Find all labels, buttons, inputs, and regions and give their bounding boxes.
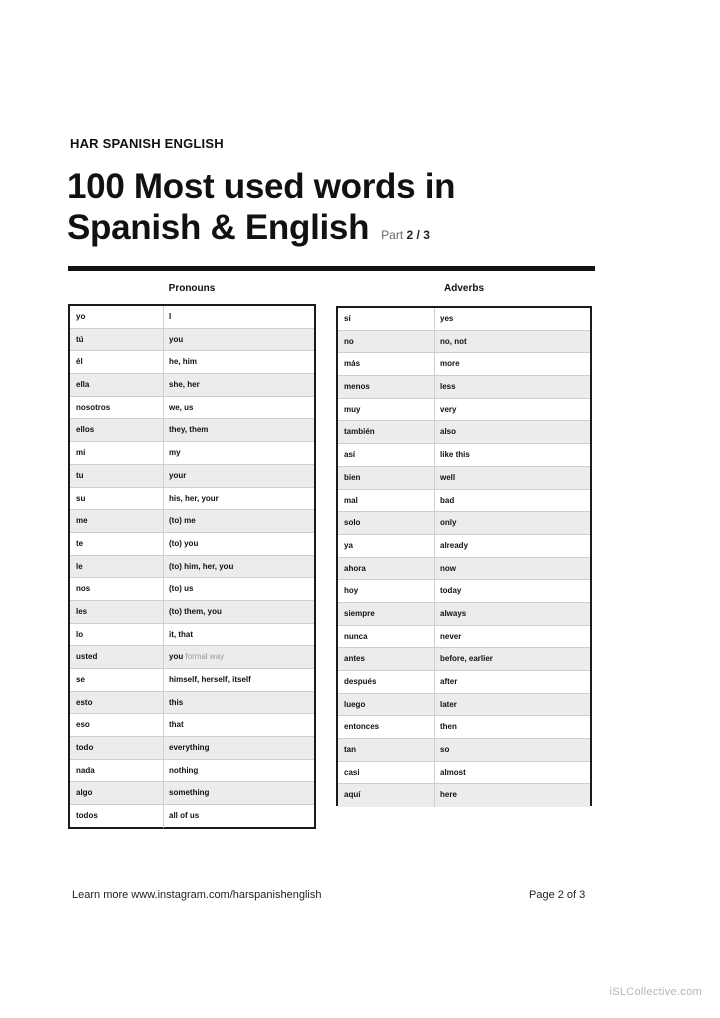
english-word (164, 760, 198, 782)
english-word-text: (to) him, her, you (169, 561, 234, 571)
spanish-word: lo (70, 624, 164, 646)
english-word (435, 512, 456, 534)
english-word (164, 737, 209, 759)
table-row (70, 306, 314, 329)
english-word-text: yes (440, 314, 454, 323)
english-word (435, 353, 460, 375)
english-word-text: my (169, 448, 181, 458)
english-word-text: it, that (169, 629, 193, 639)
spanish-word: me (70, 510, 164, 532)
spanish-word: menos (338, 376, 435, 398)
spanish-word: eso (70, 714, 164, 736)
table-row (70, 488, 314, 511)
english-word-text: before, earlier (440, 654, 493, 664)
brand-logo (70, 136, 224, 151)
english-word-text: that (169, 720, 184, 730)
table-row (70, 374, 314, 397)
table-row (338, 353, 590, 376)
english-word (164, 397, 193, 419)
table-row (70, 397, 314, 420)
english-word-text: only (440, 518, 457, 528)
spanish-word: yo (70, 306, 164, 328)
english-word-text: (to) me (169, 516, 196, 526)
english-word-text: he, him (169, 357, 198, 367)
spanish-word: entonces (338, 716, 435, 738)
english-word-text: himself, herself, itself (169, 675, 251, 684)
english-word (435, 648, 493, 670)
spanish-word: tu (70, 465, 164, 487)
spanish-word: tú (70, 329, 164, 351)
table-row (338, 399, 590, 422)
spanish-word: algo (70, 782, 164, 804)
table-row (338, 648, 590, 671)
english-word-text: I (169, 312, 172, 321)
english-word (164, 624, 193, 646)
english-word (164, 306, 171, 328)
english-word (164, 714, 184, 736)
english-word (164, 419, 208, 441)
spanish-word: siempre (338, 603, 435, 625)
english-word (164, 442, 181, 464)
english-word (164, 805, 199, 828)
table-row (338, 376, 590, 399)
spanish-word: él (70, 351, 164, 373)
table-row (338, 490, 590, 513)
table-row (338, 308, 590, 331)
english-word (435, 580, 461, 602)
table-row (338, 671, 590, 694)
spanish-word: mal (338, 490, 435, 512)
english-word-text: less (440, 382, 456, 392)
english-word (435, 603, 466, 625)
english-word (435, 694, 457, 716)
table-row (70, 329, 314, 352)
page-title (67, 166, 627, 256)
english-word-text: after (440, 677, 458, 686)
english-word (435, 490, 454, 512)
spanish-word: solo (338, 512, 435, 534)
spanish-word: todos (70, 805, 164, 828)
table-row (338, 580, 590, 603)
english-word-text: later (440, 699, 457, 709)
english-word-text: bad (440, 495, 455, 505)
brand-name: SPANISH ENGLISH (102, 136, 224, 151)
title-divider (68, 266, 595, 271)
spanish-word: ellos (70, 419, 164, 441)
english-word-text: we, us (169, 402, 194, 412)
english-word-text: then (440, 722, 457, 732)
spanish-word: nosotros (70, 397, 164, 419)
spanish-word: no (338, 331, 435, 353)
english-word-text: everything (169, 743, 210, 753)
table-row (70, 714, 314, 737)
adverbs-heading: Adverbs (443, 283, 484, 294)
table-row (338, 421, 590, 444)
english-word (164, 578, 193, 600)
english-word (435, 535, 468, 557)
english-word-text: more (440, 359, 460, 369)
title-line-2-text: Spanish & English (67, 208, 370, 247)
spanish-word: después (338, 671, 435, 693)
spanish-word: tan (338, 739, 435, 761)
spanish-word: aquí (338, 784, 435, 807)
spanish-word: ahora (338, 558, 435, 580)
english-word-text: (to) them, you (169, 606, 222, 616)
spanish-word: todo (70, 737, 164, 759)
english-word-text: well (440, 472, 456, 482)
spanish-word: también (338, 421, 435, 443)
adverbs-table (336, 306, 592, 806)
table-row (338, 467, 590, 490)
english-word (435, 399, 456, 421)
table-row (70, 624, 314, 647)
english-word (164, 669, 251, 691)
english-word-text: like this (440, 450, 470, 460)
footer-page-number: Page 2 of 3 (529, 889, 586, 901)
part-indicator (381, 228, 430, 242)
table-row (338, 535, 590, 558)
english-word (435, 376, 456, 398)
english-word (164, 329, 183, 351)
english-word (435, 331, 467, 353)
table-row (338, 694, 590, 717)
english-word (435, 671, 457, 693)
english-word-text: no, not (440, 336, 467, 346)
spanish-word: nada (70, 760, 164, 782)
english-word (164, 488, 219, 510)
table-row (70, 805, 314, 828)
spanish-word: le (70, 556, 164, 578)
english-word-text: she, her (169, 380, 200, 390)
english-word (435, 467, 455, 489)
table-row (338, 784, 590, 807)
english-word (435, 784, 457, 807)
english-word-text: here (440, 790, 457, 800)
spanish-word: usted (70, 646, 164, 668)
english-word (435, 716, 457, 738)
english-word (435, 308, 453, 330)
usage-note: formal way (185, 652, 225, 662)
english-word-text: already (440, 540, 469, 550)
english-word-text: all of us (169, 811, 200, 821)
table-row (338, 762, 590, 785)
spanish-word: hoy (338, 580, 435, 602)
table-row (70, 669, 314, 692)
table-row (70, 782, 314, 805)
spanish-word: sí (338, 308, 435, 330)
english-word-text: always (440, 608, 467, 618)
spanish-word: más (338, 353, 435, 375)
table-row (70, 465, 314, 488)
english-word-text: (to) you (169, 538, 199, 548)
table-row (70, 419, 314, 442)
spanish-word: se (70, 669, 164, 691)
table-row (70, 351, 314, 374)
pronouns-table (68, 304, 316, 829)
title-line-2 (67, 207, 627, 256)
english-word (164, 533, 198, 555)
spanish-word: te (70, 533, 164, 555)
english-word-text: never (440, 631, 462, 641)
part-label: Part (381, 228, 404, 242)
spanish-word: ya (338, 535, 435, 557)
english-word (164, 351, 197, 373)
table-row (70, 442, 314, 465)
spanish-word: su (70, 488, 164, 510)
pronouns-heading: Pronouns (168, 283, 216, 294)
spanish-word: les (70, 601, 164, 623)
spanish-word: bien (338, 467, 435, 489)
english-word (164, 692, 183, 714)
english-word-text: something (169, 788, 210, 798)
english-word (164, 465, 186, 487)
spanish-word: nunca (338, 626, 435, 648)
watermark: iSLCollective.com (609, 986, 702, 998)
table-row (338, 739, 590, 762)
table-row (70, 646, 314, 669)
table-row (70, 760, 314, 783)
english-word (164, 374, 200, 396)
spanish-word: muy (338, 399, 435, 421)
english-word (435, 762, 466, 784)
spanish-word: esto (70, 692, 164, 714)
table-row (338, 512, 590, 535)
english-word (164, 510, 196, 532)
english-word (435, 739, 449, 761)
table-row (338, 558, 590, 581)
english-word-text: your (169, 470, 187, 480)
brand-mark: HAR (70, 136, 99, 151)
english-word-text: also (440, 427, 457, 437)
table-row (70, 578, 314, 601)
english-word-text: today (440, 586, 462, 596)
spanish-word: antes (338, 648, 435, 670)
table-row (70, 737, 314, 760)
spanish-word: así (338, 444, 435, 466)
english-word-text: you (169, 652, 184, 662)
part-value: 2 / 3 (406, 228, 430, 242)
english-word-text: very (440, 404, 457, 414)
table-row (70, 692, 314, 715)
english-word-text: nothing (169, 765, 199, 775)
table-row (70, 601, 314, 624)
table-row (70, 556, 314, 579)
footer-learn-more: Learn more www.instagram.com/harspanishenglish (72, 889, 322, 901)
spanish-word: casi (338, 762, 435, 784)
english-word (164, 601, 222, 623)
english-word (164, 556, 233, 578)
spanish-word: ella (70, 374, 164, 396)
table-row (70, 533, 314, 556)
english-word (435, 421, 456, 443)
english-word-text: (to) us (169, 584, 194, 594)
table-row (338, 444, 590, 467)
english-word-text: they, them (169, 425, 209, 435)
english-word (435, 558, 456, 580)
english-word (164, 782, 209, 804)
english-word-text: you (169, 334, 184, 344)
english-word-text: so (440, 745, 450, 755)
table-row (70, 510, 314, 533)
english-word (164, 646, 224, 668)
english-word-text: his, her, your (169, 493, 219, 503)
table-row (338, 331, 590, 354)
english-word-text: this (169, 697, 184, 707)
spanish-word: nos (70, 578, 164, 600)
english-word (435, 626, 461, 648)
english-word-text: almost (440, 767, 466, 777)
table-row (338, 716, 590, 739)
english-word-text: now (440, 563, 456, 573)
table-row (338, 626, 590, 649)
table-row (338, 603, 590, 626)
english-word (435, 444, 470, 466)
title-line-1: 100 Most used words in (67, 167, 456, 206)
spanish-word: luego (338, 694, 435, 716)
spanish-word: mi (70, 442, 164, 464)
